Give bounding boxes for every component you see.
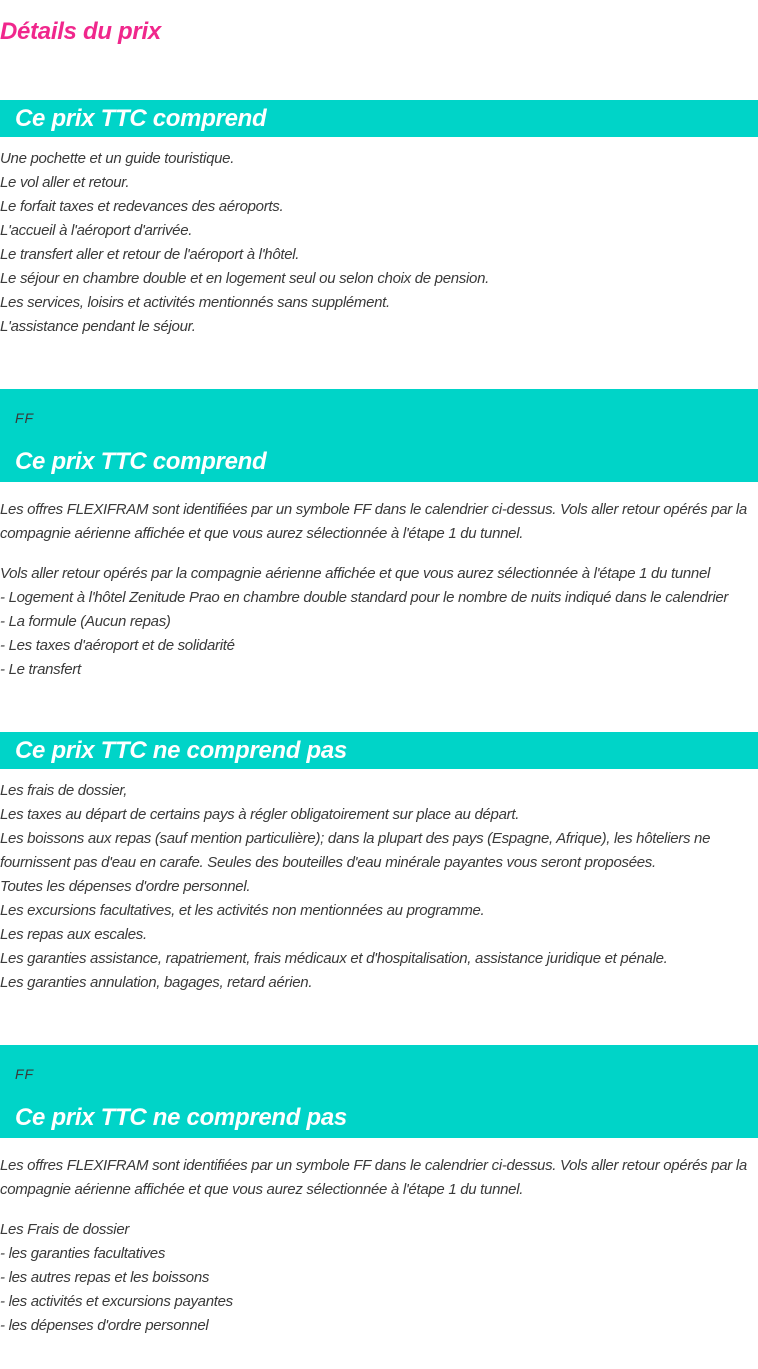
- list-item: Les Frais de dossier: [0, 1221, 130, 1238]
- ff-label: FF: [15, 1066, 35, 1082]
- list-item: Le transfert aller et retour de l'aéroport à l'hôtel.: [0, 246, 300, 263]
- list-item: Les repas aux escales.: [0, 926, 147, 943]
- list-item: Toutes les dépenses d'ordre personnel.: [0, 878, 251, 895]
- list-item: Les garanties assistance, rapatriement, frais médicaux et d'hospitalisation, assistance juridique et pénale.: [0, 950, 668, 967]
- section-heading: Ce prix TTC comprend: [15, 448, 267, 475]
- section-heading: Ce prix TTC ne comprend pas: [15, 1104, 347, 1131]
- intro-paragraph: Les offres FLEXIFRAM sont identifiées par un symbole FF dans le calendrier ci-dessus. Vols aller retour opérés par la compagnie aérienne affichée et que vous aurez sélectionnée à l'étape 1 du tunnel.: [0, 1157, 747, 1198]
- section-heading: Ce prix TTC comprend: [15, 105, 267, 132]
- flexifram-not-included-list: [0, 1154, 750, 1338]
- list-item: - Logement à l'hôtel Zenitude Prao en chambre double standard pour le nombre de nuits indiqué dans le calendrier: [0, 589, 729, 606]
- section-header-not-included: [0, 732, 758, 769]
- section-header-included: [0, 100, 758, 137]
- list-item: - les autres repas et les boissons: [0, 1269, 210, 1286]
- list-item: Le séjour en chambre double et en logement seul ou selon choix de pension.: [0, 270, 489, 287]
- list-item: - La formule (Aucun repas): [0, 613, 171, 630]
- list-item: Le forfait taxes et redevances des aéroports.: [0, 198, 284, 215]
- included-list: [0, 147, 750, 339]
- list-item: fournissent pas d'eau en carafe. Seules des bouteilles d'eau minérale payantes vous seront proposées.: [0, 854, 656, 871]
- list-item: Le vol aller et retour.: [0, 174, 130, 191]
- intro-paragraph: Les offres FLEXIFRAM sont identifiées par un symbole FF dans le calendrier ci-dessus. Vols aller retour opérés par la compagnie aérienne affichée et que vous aurez sélectionnée à l'étape 1 du tunnel.: [0, 501, 747, 542]
- list-item: Vols aller retour opérés par la compagnie aérienne affichée et que vous aurez sélectionnée à l'étape 1 du tunnel: [0, 565, 711, 582]
- list-item: Une pochette et un guide touristique.: [0, 150, 235, 167]
- flexifram-included-list: [0, 498, 750, 682]
- list-item: - les dépenses d'ordre personnel: [0, 1317, 209, 1334]
- list-item: - les garanties facultatives: [0, 1245, 166, 1262]
- list-item: Les services, loisirs et activités mentionnés sans supplément.: [0, 294, 390, 311]
- list-item: Les excursions facultatives, et les activités non mentionnées au programme.: [0, 902, 485, 919]
- list-item: Les frais de dossier,: [0, 782, 128, 799]
- list-item: Les taxes au départ de certains pays à régler obligatoirement sur place au départ.: [0, 806, 520, 823]
- list-item: - les activités et excursions payantes: [0, 1293, 233, 1310]
- section-heading: Ce prix TTC ne comprend pas: [15, 737, 347, 764]
- list-item: Les boissons aux repas (sauf mention particulière); dans la plupart des pays (Espagne, Afrique), les hôteliers ne: [0, 830, 711, 847]
- section-header-flexifram-included: [0, 389, 758, 482]
- list-item: - Les taxes d'aéroport et de solidarité: [0, 637, 235, 654]
- ff-label: FF: [15, 410, 35, 426]
- list-item: L'accueil à l'aéroport d'arrivée.: [0, 222, 193, 239]
- section-header-flexifram-not-included: [0, 1045, 758, 1138]
- list-item: L'assistance pendant le séjour.: [0, 318, 196, 335]
- not-included-list: [0, 779, 750, 995]
- list-item: - Le transfert: [0, 661, 81, 678]
- list-item: Les garanties annulation, bagages, retard aérien.: [0, 974, 313, 991]
- page-title: Détails du prix: [0, 18, 161, 45]
